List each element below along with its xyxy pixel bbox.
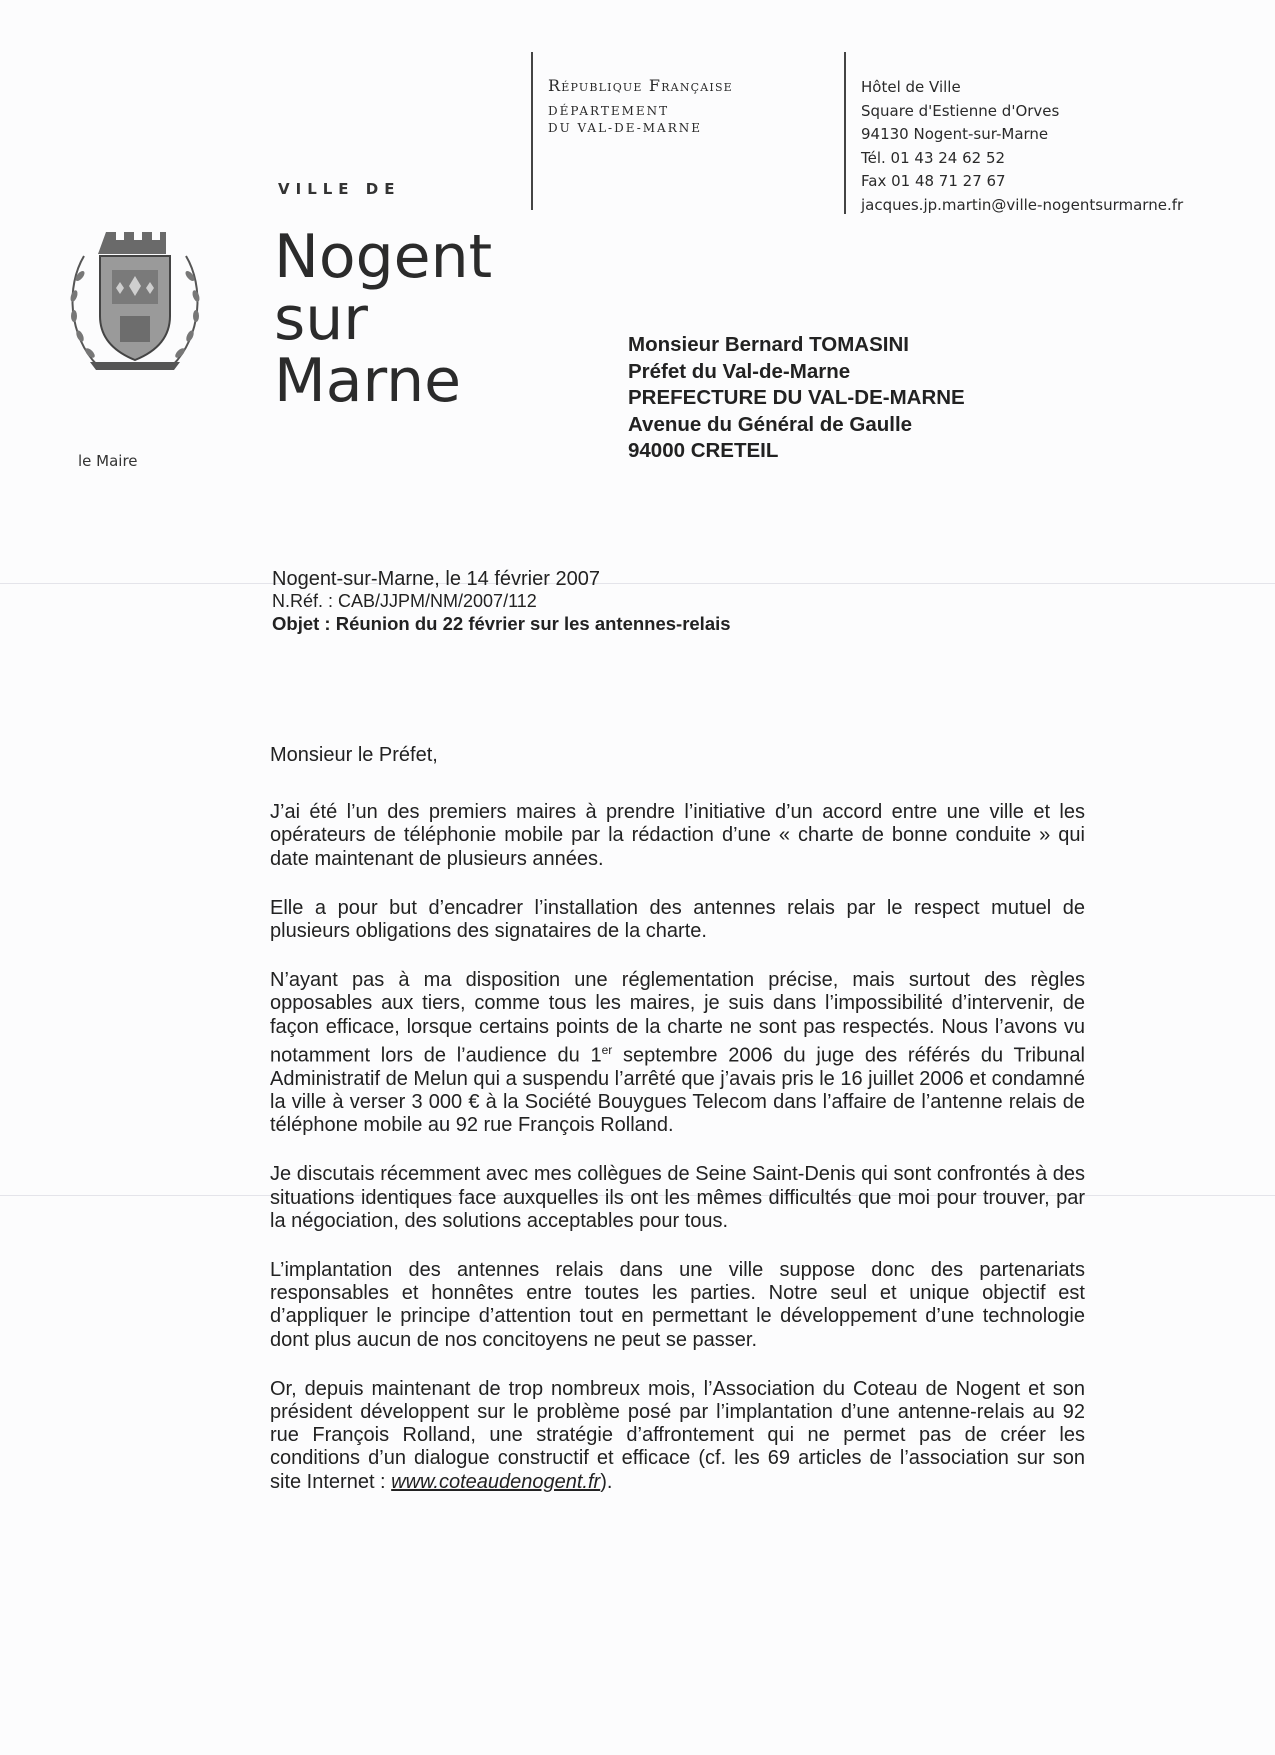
city-line: sur <box>274 284 368 354</box>
address-line: 94130 Nogent-sur-Marne <box>861 125 1049 143</box>
paragraph: L’implantation des antennes relais dans une ville suppose donc des partenariats responsables et honnêtes entre toutes les parties. Notre seul et unique objectif est d’appliquer le principe d’attention tout en permettant le développement d’une technologie dont plus aucun de nos concitoyens ne peut se passer. <box>270 1258 1085 1351</box>
city-name <box>274 222 493 416</box>
ville-de-label: VILLE DE <box>278 180 401 198</box>
recipient-line: 94000 CRETEIL <box>628 439 779 462</box>
city-line: Marne <box>274 346 462 416</box>
departement-label: DÉPARTEMENT <box>548 104 670 118</box>
paragraph <box>270 969 1085 1137</box>
divider-line <box>844 52 846 214</box>
republique-label: République Française <box>548 76 733 95</box>
divider-line <box>531 52 533 210</box>
fax-line: Fax 01 48 71 27 67 <box>861 172 1006 190</box>
republique-block <box>548 76 733 137</box>
city-line: Nogent <box>274 222 493 292</box>
email-line: jacques.jp.martin@ville-nogentsurmarne.fr <box>861 195 1184 214</box>
paragraph-text: Or, depuis maintenant de trop nombreux mois, l’Association du Coteau de Nogent et son président développent sur le problème posé par l’implantation d’une antenne-relais au 92 rue François Rolland, une stratégie d’affrontement qui ne permet pas de créer les conditions d’un dialogue constructif et efficace (cf. les 69 articles de l’association sur son site Internet : <box>270 1377 1085 1493</box>
paragraph-text: N’ayant pas à ma disposition une réglementation précise, mais surtout des règles opposables aux tiers, comme tous les maires, je suis dans l’impossibilité d’intervenir, de façon efficace, lorsque certains points de la charte ne sont pas respectés. Nous l’avons vu notamment lors de l’audience du 1 <box>270 969 1085 1067</box>
recipient-block <box>628 332 965 465</box>
paragraph-text: septembre 2006 du juge des référés du Tribunal Administratif de Melun qui a suspendu l’arrêté que j’avais pris le 16 juillet 2006 et condamné la ville à verser 3 000 € à la Société Bouygues Telecom dans l’affaire de l’antenne relais de téléphone mobile au 92 rue François Rolland. <box>270 1044 1085 1137</box>
paragraph: Je discutais récemment avec mes collègues de Seine Saint-Denis qui sont confrontés à des situations identiques face auxquelles ils ont les mêmes difficultés que moi pour trouver, par la négociation, des solutions acceptables pour tous. <box>270 1163 1085 1232</box>
address-block <box>861 76 1183 217</box>
letter-subject <box>272 612 731 635</box>
subject-text: Réunion du 22 février sur les antennes-relais <box>335 613 731 634</box>
coat-of-arms-icon <box>60 226 210 376</box>
recipient-line: Monsieur Bernard TOMASINI <box>628 333 909 356</box>
phone-line: Tél. 01 43 24 62 52 <box>861 148 1006 167</box>
letter-body <box>270 744 1085 1520</box>
letter-meta <box>272 568 731 635</box>
address-line: Square d'Estienne d'Orves <box>861 101 1060 120</box>
recipient-line: PREFECTURE DU VAL-DE-MARNE <box>628 386 965 409</box>
address-line: Hôtel de Ville <box>861 78 961 96</box>
letter-reference: N.Réf. : CAB/JJPM/NM/2007/112 <box>272 591 537 611</box>
paragraph: Elle a pour but d’encadrer l’installation des antennes relais par le respect mutuel de plusieurs obligations des signataires de la charte. <box>270 896 1085 943</box>
paragraph: J’ai été l’un des premiers maires à prendre l’initiative d’un accord entre une ville et les opérateurs de téléphonie mobile par la rédaction d’une « charte de bonne conduite » qui date maintenant de plusieurs années. <box>270 801 1085 870</box>
subject-label: Objet : <box>272 613 331 634</box>
salutation: Monsieur le Préfet, <box>270 744 438 766</box>
paragraph-text: ). <box>600 1470 613 1493</box>
val-de-marne-label: DU VAL-DE-MARNE <box>548 121 702 135</box>
paragraph <box>270 1378 1085 1494</box>
letter-date: Nogent-sur-Marne, le 14 février 2007 <box>272 568 600 590</box>
website-link[interactable]: www.coteaudenogent.fr <box>391 1470 601 1493</box>
superscript: er <box>601 1042 613 1057</box>
recipient-line: Avenue du Général de Gaulle <box>628 412 913 436</box>
le-maire-label: le Maire <box>78 452 138 470</box>
recipient-line: Préfet du Val-de-Marne <box>628 359 851 383</box>
